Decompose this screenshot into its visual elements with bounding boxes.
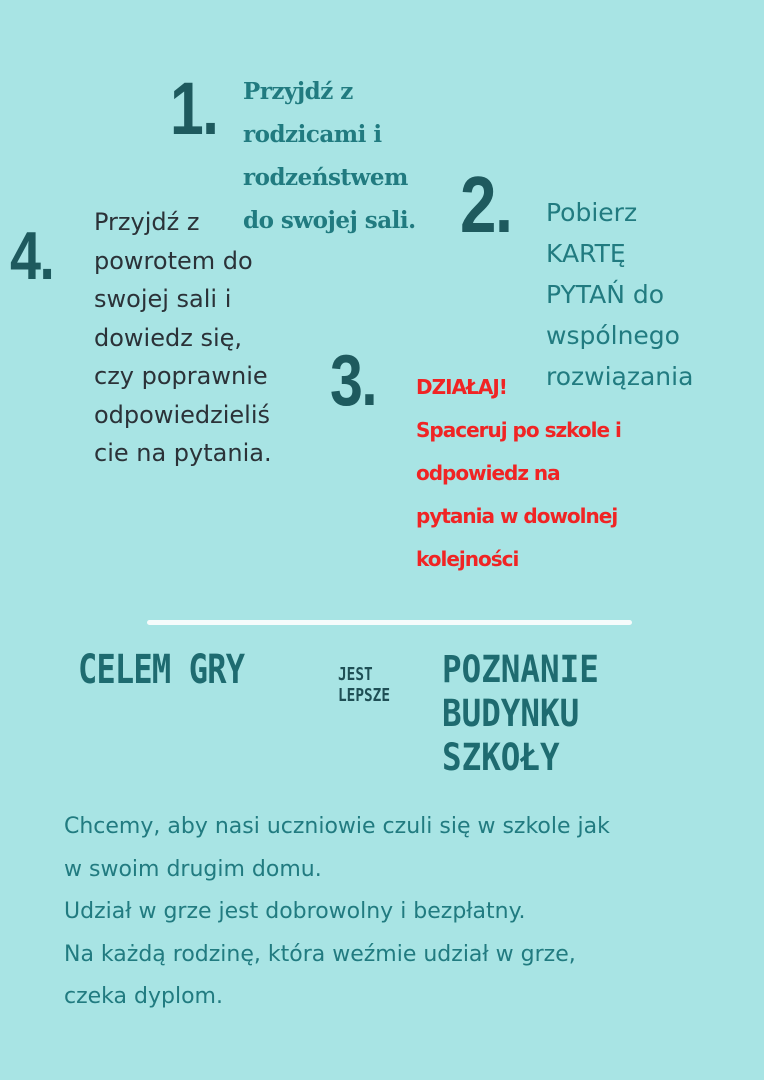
step-4-line: Przyjdź z <box>94 208 200 236</box>
step-1-line: Przyjdź z <box>243 78 353 105</box>
step-2-line: Pobierz <box>546 198 638 227</box>
slogan-part-3-line: BUDYNKU <box>442 692 580 735</box>
slogan-part-2-line: LEPSZE <box>338 685 391 706</box>
step-1-line: do swojej sali. <box>243 207 416 234</box>
step-2-line: PYTAŃ do <box>546 280 665 309</box>
step-3-text <box>416 366 696 581</box>
step-4-line: cie na pytania. <box>94 439 272 467</box>
slogan-part-3-line: SZKOŁY <box>442 736 560 779</box>
slogan-part-2 <box>338 664 390 706</box>
info-line: w swoim drugim domu. <box>64 856 322 882</box>
step-2-line: KARTĘ <box>546 239 626 268</box>
step-4-text <box>94 203 324 473</box>
step-3-line: pytania w dowolnej <box>416 504 618 528</box>
step-2-number: 2. <box>460 160 512 249</box>
step-3-line: odpowiedz na <box>416 461 560 485</box>
info-line: czeka dyplom. <box>64 984 223 1009</box>
step-2-line: rozwiązania <box>546 362 694 391</box>
slogan-part-2-line: JEST <box>338 664 373 685</box>
step-3-number: 3. <box>330 341 376 421</box>
step-4-number: 4. <box>10 218 54 294</box>
info-line: Na każdą rodzinę, która weźmie udział w grze, <box>64 941 576 967</box>
slogan-part-3 <box>442 648 599 780</box>
step-1-number: 1. <box>170 67 218 150</box>
step-4-line: odpowiedzieliś <box>94 400 271 429</box>
step-1-line: rodzicami i <box>243 121 382 148</box>
info-line: Chcemy, aby nasi uczniowie czuli się w szkole jak <box>64 814 610 839</box>
step-3-line: Spaceruj po szkole i <box>416 418 621 442</box>
step-4-line: czy poprawnie <box>94 362 268 390</box>
slogan-part-1: CELEM GRY <box>78 647 245 693</box>
info-paragraph <box>64 806 744 1019</box>
step-2-line: wspólnego <box>546 321 680 350</box>
step-3-line: DZIAŁAJ! <box>416 375 507 399</box>
step-4-line: dowiedz się, <box>94 323 243 352</box>
info-line: Udział w grze jest dobrowolny i bezpłatny. <box>64 899 526 924</box>
step-1-line: rodzeństwem <box>243 164 408 191</box>
slogan-part-3-line: POZNANIE <box>442 648 599 691</box>
divider <box>147 620 632 625</box>
step-4-line: powrotem do <box>94 246 253 275</box>
step-3-line: kolejności <box>416 547 519 571</box>
step-4-line: swojej sali i <box>94 285 232 313</box>
